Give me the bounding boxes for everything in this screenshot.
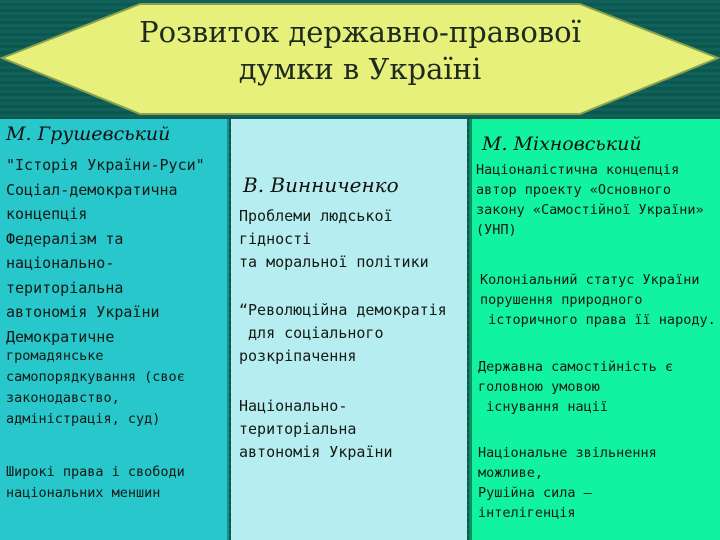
text-line: Національно- bbox=[239, 397, 348, 415]
text-line: Рушійна сила – bbox=[478, 485, 592, 501]
text-line: головною умовою bbox=[478, 379, 600, 395]
text-line: територіальна bbox=[239, 420, 357, 438]
text-line: Державна самостійність є bbox=[478, 359, 674, 375]
slide-title-line-2: думки в Україні bbox=[238, 52, 482, 86]
text-line: та моральної політики bbox=[239, 253, 429, 271]
text-line: Націоналістична концепція bbox=[476, 162, 680, 178]
text-line: Соціал-демократична bbox=[6, 180, 178, 199]
mikhnovsky-panel bbox=[469, 119, 720, 540]
text-line: автономія України bbox=[239, 443, 393, 461]
hrushevsky-panel bbox=[0, 119, 229, 540]
text-line: закону «Самостійної України» bbox=[476, 202, 704, 218]
text-line: історичного права її народу. bbox=[480, 312, 716, 328]
hrushevsky-ideas bbox=[6, 153, 205, 349]
vynnychenko-name: В. Винниченко bbox=[243, 173, 399, 197]
text-line: самопорядкування (своє bbox=[6, 369, 185, 385]
text-line: адміністрація, суд) bbox=[6, 411, 161, 427]
text-line: інтелігенція bbox=[478, 505, 576, 521]
text-line: законодавство, bbox=[6, 390, 120, 406]
text-line: територіальна bbox=[6, 278, 124, 297]
text-line: концепція bbox=[6, 205, 88, 223]
text-line: (УНП) bbox=[476, 222, 517, 238]
vynnychenko-dignity bbox=[239, 205, 429, 274]
text-line: можливе, bbox=[478, 465, 544, 481]
hrushevsky-name: М. Грушевський bbox=[6, 123, 171, 145]
mikhnovsky-independence bbox=[478, 357, 673, 417]
hrushevsky-minority-rights bbox=[6, 462, 185, 504]
vynnychenko-panel bbox=[231, 119, 467, 540]
mikhnovsky-colonial-status bbox=[480, 270, 716, 330]
text-line: “Революційна демократія bbox=[239, 301, 447, 319]
text-line: автор проекту «Основного bbox=[476, 182, 672, 198]
text-line: Проблеми людської bbox=[239, 207, 393, 225]
vynnychenko-revolution bbox=[239, 299, 447, 368]
slide-title-line-1: Розвиток державно-правової bbox=[139, 15, 581, 49]
mikhnovsky-liberation bbox=[478, 443, 657, 523]
text-line: для соціального bbox=[239, 324, 384, 342]
vynnychenko-autonomy bbox=[239, 395, 393, 464]
slide-title bbox=[0, 14, 720, 88]
text-line: Федералізм та bbox=[6, 229, 124, 248]
text-line: порушення природного bbox=[480, 292, 643, 308]
mikhnovsky-nationalist-concept bbox=[476, 160, 704, 240]
text-line: громадянське bbox=[6, 348, 104, 364]
text-line: Демократичне bbox=[6, 327, 115, 346]
hrushevsky-self-government bbox=[6, 346, 185, 430]
text-line: розкріпачення bbox=[239, 347, 357, 365]
text-line: "Історія України-Руси" bbox=[6, 156, 205, 174]
text-line: Національне звільнення bbox=[478, 445, 657, 461]
text-line: національних меншин bbox=[6, 485, 161, 501]
text-line: національно- bbox=[6, 254, 115, 272]
mikhnovsky-name: М. Міхновський bbox=[482, 133, 642, 155]
text-line: гідності bbox=[239, 230, 312, 248]
text-line: Колоніальний статус України bbox=[480, 272, 700, 288]
text-line: автономія України bbox=[6, 303, 160, 321]
text-line: Широкі права і свободи bbox=[6, 464, 185, 480]
text-line: існування нації bbox=[478, 399, 609, 415]
